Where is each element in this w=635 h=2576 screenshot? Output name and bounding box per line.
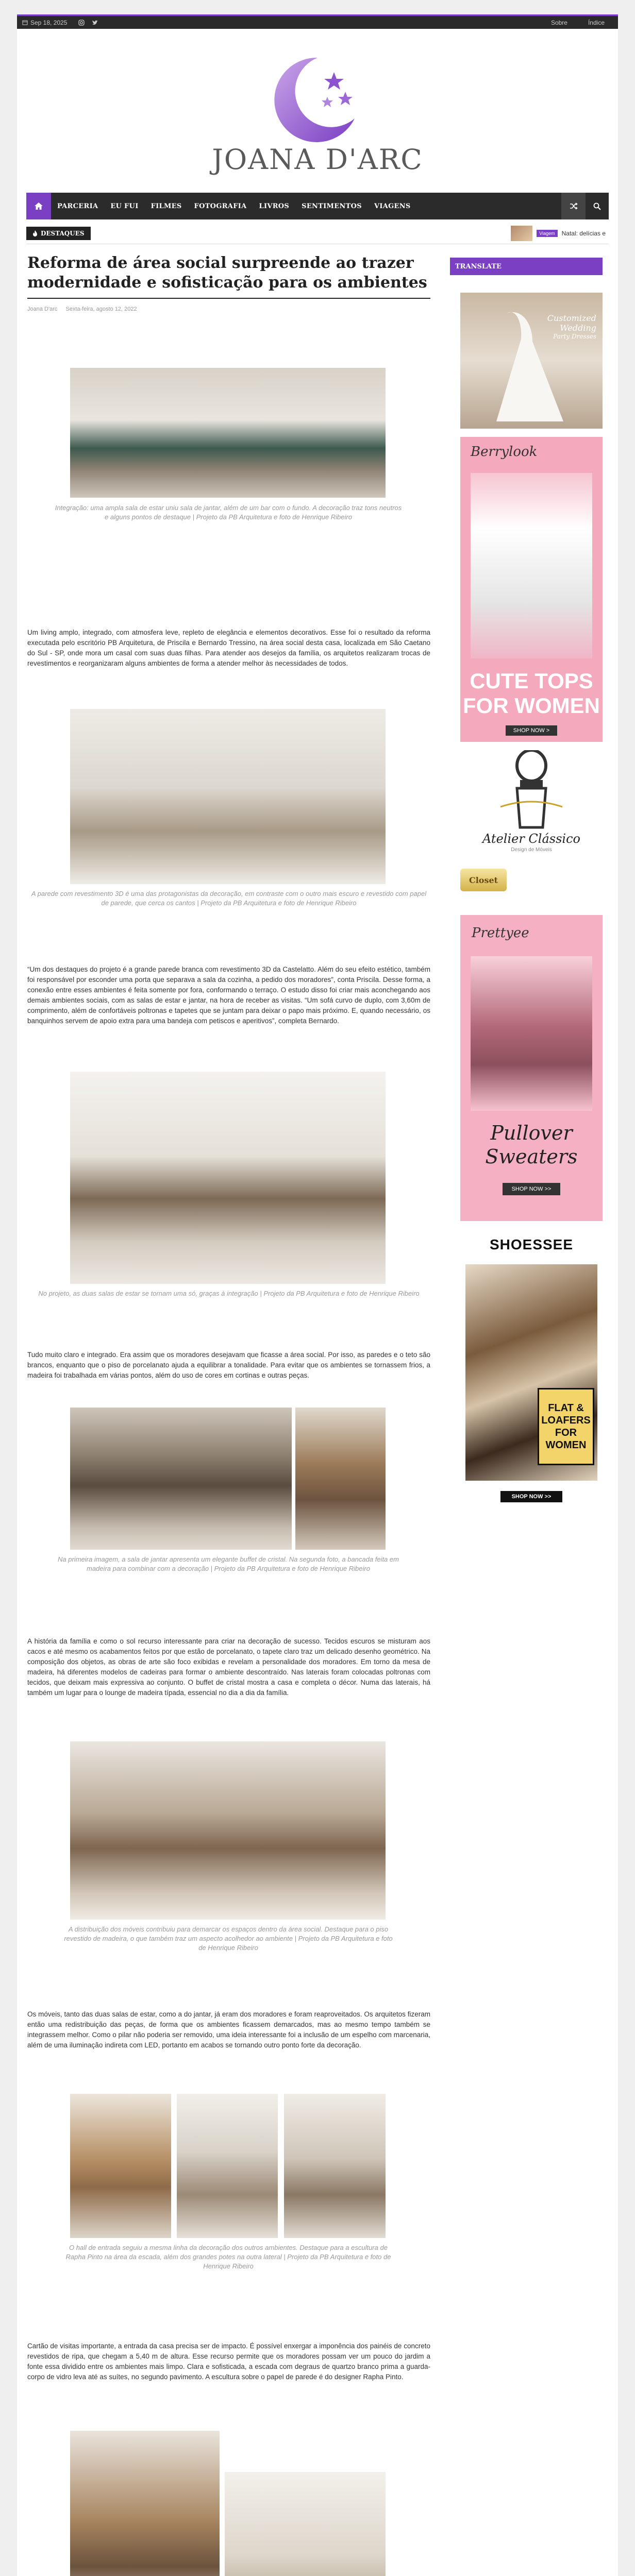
article-meta — [27, 306, 430, 312]
photo-caption-1: Integração: uma ampla sala de estar uniu sala de jantar, além de um bar com o fundo. A decoração traz tons neutros e alguns pontos de destaque | Projeto da PB Arquitetura e foto de Henrique Ribeiro — [55, 504, 402, 521]
article-photo-entrance-hall — [70, 2094, 171, 2238]
shuffle-icon — [570, 202, 578, 210]
article-date: Sexta-feira, agosto 12, 2022 — [65, 306, 137, 312]
nav-item-parceria[interactable]: PARCERIA — [57, 202, 98, 210]
nav-item-viagens[interactable]: VIAGENS — [374, 202, 411, 210]
photo-caption-6: O hall de entrada seguiu a mesma linha da decoração dos outros ambientes. Destaque para a escultura de Rapha Pinto na área da escada, além dos grandes potes na outra lateral | Projeto da PB Arquitetura e foto de Henrique Ribeiro — [65, 2244, 391, 2270]
news-thumbnail — [511, 226, 532, 241]
search-button[interactable] — [585, 193, 609, 219]
top-bar — [17, 14, 618, 29]
article-paragraph-1: Um living amplo, integrado, com atmosfera leve, repleto de elegância e elementos decorativos. Esse foi o resultado da reforma executada pelo escritório PB Arquitetura, de Priscila e Bernardo Tressino, na área social desta casa, localizada em São Caetano do Sul - SP, onde mora um casal com suas duas filhas. Para atender aos desejos da família, os arquitetos realizaram trocas de revestimentos e reorganizaram alguns ambientes de forma a atender melhor às necessidades de todos. — [27, 629, 430, 667]
topbar-link-indice[interactable]: Índice — [588, 19, 605, 26]
instagram-icon[interactable] — [78, 20, 85, 26]
article-photo-wood-counter — [295, 1408, 386, 1550]
flats-text-box: FLAT & LOAFERS FOR WOMEN — [538, 1388, 594, 1465]
ticker-news-item[interactable] — [511, 226, 606, 241]
shop-now-button[interactable]: SHOP NOW > — [506, 725, 557, 736]
home-button[interactable] — [26, 193, 51, 219]
article-photo-furniture-layout — [70, 1741, 386, 1920]
article-photo-living-room — [70, 368, 386, 498]
nav-item-livros[interactable]: LIVROS — [259, 202, 290, 210]
news-headline: Natal: delícias e — [561, 229, 606, 237]
model-photo — [471, 473, 592, 658]
article-photo-vase-detail — [225, 2472, 386, 2576]
main-navigation — [26, 193, 609, 219]
nav-item-filmes[interactable]: FILMES — [151, 202, 182, 210]
site-logo[interactable] — [179, 52, 456, 180]
translate-widget-title: TRANSLATE — [450, 258, 603, 275]
article-photo-marble-entrance — [70, 2431, 220, 2576]
article-photo-staircase — [177, 2094, 278, 2238]
article-author[interactable]: Joana D'arc — [27, 306, 58, 312]
title-divider — [27, 298, 430, 299]
nav-item-eu-fui[interactable]: EU FUI — [110, 202, 139, 210]
article-paragraph-4: A história da família e como o sol recurso interessante para criar na decoração de sucesso. Tecidos escuros se misturam aos cacos e até mesmo os acabamentos feitos por que estão de porcelanato, o tapete claro traz um delicado desenho geométrico. Na composição dos objetos, as obras de arte são foco exibidas e revelam a personalidade dos moradores. Em torno da mesa de madeira, há diferentes modelos de cadeiras para formar o ambiente descontraído. Nas laterais foram colocadas poltronas com tecidos, que deixam mais expressiva ao conjunto. O buffet de cristal mostra a casa e completa o décor. Numa das laterais, há também um lugar para o lounge de madeira típada, essencial no dia a dia da família. — [27, 1637, 430, 1697]
search-icon — [593, 202, 601, 210]
article-header — [27, 253, 430, 312]
topbar-link-sobre[interactable]: Sobre — [550, 19, 567, 26]
article-photo-sculpture-wall — [284, 2094, 386, 2238]
article-photo-integrated-rooms — [70, 1072, 386, 1284]
pullover-text: Pullover Sweaters — [485, 1122, 578, 1168]
logo-text: JOANA D'ARC — [212, 143, 423, 176]
ad-pullover-sweaters[interactable] — [460, 915, 603, 1221]
ad-closet-badge[interactable]: Closet — [460, 869, 507, 891]
article-paragraph-2: “Um dos destaques do projeto é a grande parede branca com revestimento 3D da Castelatto. Além do seu efeito estético, também foi responsável por esconder uma porta que separava a sala da cozinha, a pedido dos moradores”, conta Priscila. Desse forma, a conexão entre esses ambientes é feita somente por fora, conformando o terraço. O estudo disso foi criar mais aconchegando aos demais ambientes sociais, com as salas de estar e jantar, na hora de receber as visitas. “Um sofá curvo de duplo, com 3,60m de comprimento, além de confortáveis poltronas e tapetes que se juntam para deixar o papo mais próximo. E, quando necessário, os banquinhos servem de apoio extra para uma bandeja com petiscos e aperitivos”, completa Bernardo. — [27, 965, 430, 1025]
news-category-badge: Viagem — [537, 230, 557, 237]
date-text: Sep 18, 2025 — [30, 19, 68, 26]
ad-wedding-dresses[interactable] — [460, 293, 603, 429]
ticker-label: DESTAQUES — [26, 227, 91, 240]
cute-tops-text: CUTE TOPS FOR WOMEN — [463, 669, 600, 718]
flame-icon — [32, 230, 38, 236]
article-photo-white-wall — [70, 709, 386, 884]
photo-caption-4: Na primeira imagem, a sala de jantar apresenta um elegante buffet de cristal. Na segunda foto, a bancada feita em madeira para combinar com a decoração | Projeto da PB Arquitetura e foto de Henrique Ribeiro — [58, 1555, 399, 1572]
prettyee-logo: Prettyee — [472, 925, 529, 941]
home-icon — [34, 202, 43, 210]
article-photo-dining-buffet — [70, 1408, 292, 1550]
shop-now-button[interactable]: SHOP NOW >> — [503, 1183, 560, 1195]
moon-stars-logo-icon — [179, 52, 456, 144]
chair-icon — [460, 750, 603, 833]
ad-berrylook-cute-tops[interactable] — [460, 437, 603, 742]
page-wrapper — [17, 29, 618, 2576]
berrylook-logo: Berrylook — [471, 444, 538, 460]
atelier-text: Atelier Clássico Design de Móveis — [482, 832, 580, 853]
photo-caption-5: A distribuição dos móveis contribuiu para demarcar os espaços dentro da área social. Destaque para o piso revestido de madeira, o que também traz um aspecto acolhedor ao ambiente | Projeto da PB Arquitetura e foto de Henrique Ribeiro — [64, 1925, 393, 1952]
featured-ticker — [26, 223, 609, 244]
shoessee-logo: SHOESSEE — [489, 1236, 574, 1252]
date-display — [22, 19, 67, 26]
ad-atelier-classico[interactable] — [460, 750, 603, 862]
nav-item-sentimentos[interactable]: SENTIMENTOS — [302, 202, 362, 210]
article-title: Reforma de área social surpreende ao trazer modernidade e sofisticação para os ambientes — [27, 254, 427, 292]
calendar-icon — [22, 20, 28, 25]
random-post-button[interactable] — [561, 193, 585, 219]
article-paragraph-5: Os móveis, tanto das duas salas de estar, como a do jantar, já eram dos moradores e foram reaproveitados. Os arquitetos fizeram então uma redistribuição das peças, de forma que os ambientes ficassem demarcados, mas ao mesmo tempo também se integrassem melhor. Como o pilar não poderia ser removido, uma ideia interessante foi a inclusão de um espelho com marcenaria, além de uma iluminação indireta com LED, portanto em acabos se tornando outro ponto forte da decoração. — [27, 2010, 430, 2049]
article-paragraph-3: Tudo muito claro e integrado. Era assim que os moradores desejavam que ficasse a área social. Por isso, as paredes e o teto são brancos, enquanto que o piso de porcelanato ajuda a equilibrar a tonalidade. Para evitar que os ambientes se tornassem frios, a madeira foi trabalhada em várias pontos, além do uso de cores em cortinas e outras peças. — [27, 1351, 430, 1379]
sweater-photo — [471, 956, 592, 1111]
twitter-icon[interactable] — [92, 20, 98, 26]
photo-caption-2: A parede com revestimento 3D é uma das protagonistas da decoração, em contraste com o outro mais escuro e revestido com papel de parede, que cerca os cantos | Projeto da PB Arquitetura e foto de Henrique Ribeiro — [31, 890, 427, 907]
shop-now-button[interactable]: SHOP NOW >> — [500, 1491, 562, 1502]
nav-item-fotografia[interactable]: FOTOGRAFIA — [194, 202, 247, 210]
wedding-ad-text: Customized Wedding Party Dresses — [547, 313, 596, 340]
article-paragraph-6: Cartão de visitas importante, a entrada da casa precisa ser de impacto. É possível enxergar a imponência dos painéis de concreto revestidos de ripa, que chegam a 5,40 m de altura. Esse recurso permite que os moradores possam ver um pouco do jardim a fonte essa dividido entre os ambientes mais limpo. Clara e sofisticada, a escada com degraus de quartzo branco prima a guarda-corpo de vidro leva até as suítes, no segundo pavimento. A escultura sobre o papel de parede é do designer Rapha Pinto. — [27, 2342, 430, 2381]
ad-shoessee-flats[interactable] — [460, 1233, 603, 1532]
photo-caption-3: No projeto, as duas salas de estar se tornam uma só, graças à integração | Projeto da PB Arquitetura e foto de Henrique Ribeiro — [38, 1290, 420, 1297]
